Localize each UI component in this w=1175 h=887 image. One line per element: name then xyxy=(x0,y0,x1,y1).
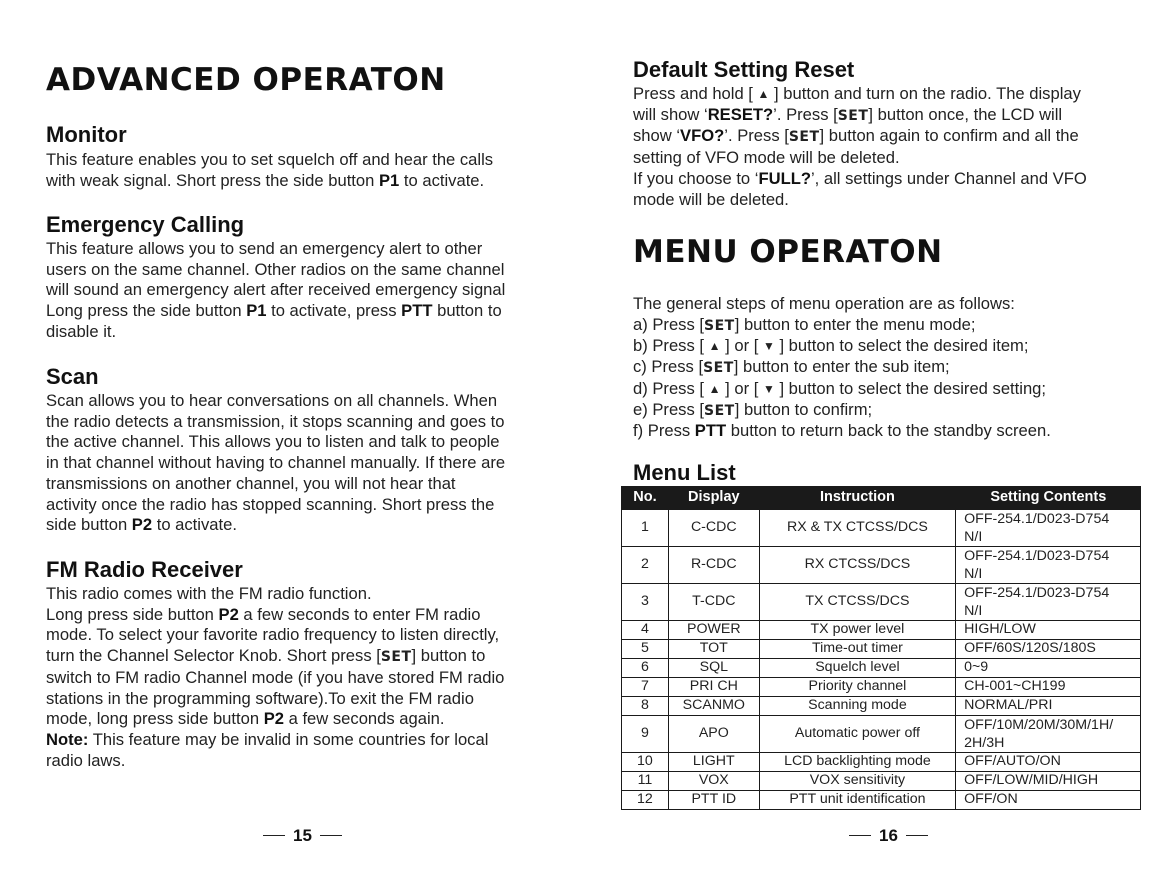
col-header-display: Display xyxy=(668,486,759,509)
col-header-instruction: Instruction xyxy=(759,486,955,509)
table-header-row xyxy=(622,486,1141,509)
table-row: 10 LIGHT LCD backlighting mode OFF/AUTO/ON xyxy=(622,752,1141,771)
table-row: 9 APO Automatic power off OFF/10M/20M/30M/1H/ 2H/3H xyxy=(622,715,1141,752)
up-triangle-icon: ▲ xyxy=(757,87,770,101)
emergency-text: This feature allows you to send an emergency alert to other users on the same channel. Other radios on the same channel will sound an emergency alert after received emergency signal Long press the side button P1 to activate, press PTT button to disable it. xyxy=(46,239,506,341)
scan-heading: Scan xyxy=(46,364,99,389)
table-row: 4 POWER TX power level HIGH/LOW xyxy=(622,620,1141,639)
fm-radio-text: This radio comes with the FM radio function. Long press side button P2 a few seconds to enter FM radio mode. To select your favorite radio frequency to listen directly, turn the Channel Selector Knob. Short press [SET] button to switch to FM radio Channel mode (if you have stored FM radio stations in the programming software).To exit the FM radio mode, long press side button P2 a few seconds again. Note: This feature may be invalid in some countries for local radio laws. xyxy=(46,584,505,770)
menu-operation-title: MENU OPERATON xyxy=(633,234,943,270)
default-reset-heading: Default Setting Reset xyxy=(633,57,855,82)
menu-list-table xyxy=(621,486,1141,810)
table-row: 1 C-CDC RX & TX CTCSS/DCS OFF-254.1/D023-D754 N/I xyxy=(622,509,1141,546)
page-number-right: 16 xyxy=(841,826,936,846)
up-triangle-icon: ▲ xyxy=(708,339,721,354)
col-header-no: No. xyxy=(622,486,669,509)
note-label: Note: xyxy=(46,729,89,749)
monitor-text: This feature enables you to set squelch off and hear the calls with weak signal. Short press the side button P1 to activate. xyxy=(46,150,494,190)
up-triangle-icon: ▲ xyxy=(708,381,721,396)
col-header-setting: Setting Contents xyxy=(956,486,1141,509)
advanced-operation-title: ADVANCED OPERATON xyxy=(46,62,446,98)
page-number-left: 15 xyxy=(255,826,350,846)
set-key-label: SET xyxy=(380,649,412,666)
table-row: 5 TOT Time-out timer OFF/60S/120S/180S xyxy=(622,639,1141,658)
left-page xyxy=(0,0,580,887)
table-row: 6 SQL Squelch level 0~9 xyxy=(622,658,1141,677)
table-row: 3 T-CDC TX CTCSS/DCS OFF-254.1/D023-D754 N/I xyxy=(622,583,1141,620)
monitor-heading: Monitor xyxy=(46,122,127,147)
menu-list-heading: Menu List xyxy=(633,460,736,485)
table-row: 8 SCANMO Scanning mode NORMAL/PRI xyxy=(622,696,1141,715)
menu-steps-text: The general steps of menu operation are as follows: a) Press [SET] button to enter the menu mode; b) Press [ ▲ ] or [ ▼ ] button to select the desired item; c) Press [SET] button to enter the sub item; d) Press [ ▲ ] or [ ▼ ] button to select the desired setting; e) Press [SET] button to confirm; f) Press PTT button to return back to the standby screen. xyxy=(633,294,1051,441)
table-row: 12 PTT ID PTT unit identification OFF/ON xyxy=(622,790,1141,809)
down-triangle-icon: ▼ xyxy=(762,381,775,396)
down-triangle-icon: ▼ xyxy=(762,339,775,354)
fm-radio-heading: FM Radio Receiver xyxy=(46,557,243,582)
table-row: 11 VOX VOX sensitivity OFF/LOW/MID/HIGH xyxy=(622,771,1141,790)
table-row: 2 R-CDC RX CTCSS/DCS OFF-254.1/D023-D754 N/I xyxy=(622,546,1141,583)
scan-text: Scan allows you to hear conversations on all channels. When the radio detects a transmission, it stops scanning and goes to the active channel. This allows you to listen and talk to people in that channel without having to channel manually. If there are transmissions on another channel, you will not hear that activity once the radio has stopped scanning. Short press the side button P2 to activate. xyxy=(46,391,506,535)
emergency-heading: Emergency Calling xyxy=(46,212,245,237)
table-row: 7 PRI CH Priority channel CH-001~CH199 xyxy=(622,677,1141,696)
default-reset-text: Press and hold [ ▲ ] button and turn on the radio. The display will show ‘RESET?’. Press [SET] button once, the LCD will show ‘VFO?’. Press [SET] button again to confirm and all the setting of VFO mode will be deleted. If you choose to ‘FULL?’, all settings under Channel and VFO mode will be deleted. xyxy=(633,84,1087,209)
